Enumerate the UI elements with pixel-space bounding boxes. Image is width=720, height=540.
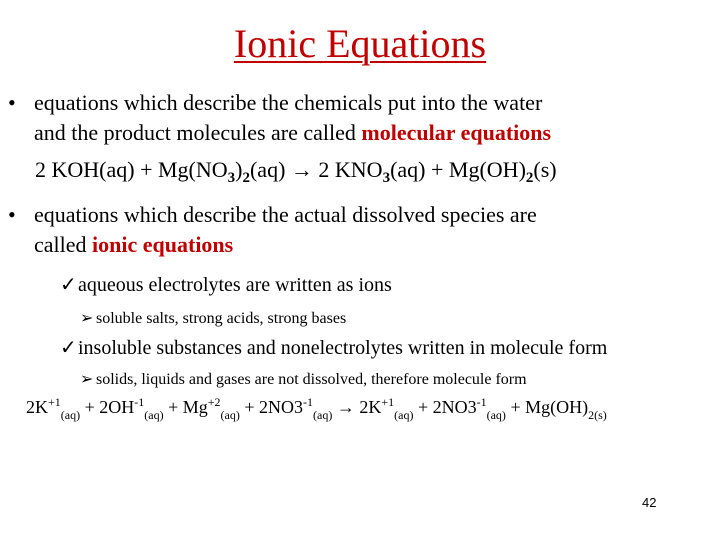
bullet-marker: • [8,90,16,115]
bullet-2-text [34,200,714,260]
eq2-text: 2K [354,397,382,417]
eq2-state: (aq) [486,408,506,422]
eq1-text: (s) [533,157,557,182]
eq1-text: (aq) + Mg(OH) [390,157,526,182]
eq2-text: + Mg(OH) [505,397,589,417]
bullet-1-line-2 [34,118,714,148]
ionic-equation [26,395,607,422]
eq2-charge: -1 [134,395,145,409]
eq2-state: (aq) [394,408,414,422]
reaction-arrow-icon: → [336,397,355,417]
eq2-text: + 2OH [80,397,135,417]
bullet-2-line-2 [34,230,714,260]
reaction-arrow-icon: → [290,157,313,182]
eq2-text: 3 [294,397,304,417]
bullet-2-line-1: equations which describe the actual dissolved species are [34,202,537,227]
eq2-charge: +1 [381,395,395,409]
bullet-2-prefix: called [34,232,93,257]
eq2-charge: +1 [48,395,61,409]
eq1-subscript: 3 [227,170,236,186]
eq2-charge: +2 [207,395,221,409]
page-number: 42 [642,495,657,510]
eq1-text: ) [235,157,243,182]
bullet-1-text [34,88,714,148]
sub-item-1 [80,308,346,328]
checkmark-icon: ✓ [60,272,77,296]
eq2-state: 2(s) [588,408,607,422]
eq1-subscript: 2 [525,170,534,186]
sub-item-2-text: solids, liquids and gases are not dissolved, therefore molecule form [96,371,527,388]
slide-title: Ionic Equations [233,21,487,66]
eq1-subscript: 3 [382,170,391,186]
eq2-state: (aq) [144,408,164,422]
molecular-equation [35,157,557,186]
checkmark-icon: ✓ [60,335,77,359]
eq2-text: + 2NO [239,397,295,417]
eq2-text: 3 [467,397,477,417]
eq2-charge: -1 [303,395,314,409]
arrow-bullet-icon: ➢ [80,369,94,388]
eq2-text: + Mg [163,397,208,417]
eq2-text: 2K [26,397,48,417]
eq2-text: + 2NO [413,397,468,417]
sub-item-2 [80,369,527,389]
eq2-state: (aq) [313,408,333,422]
eq1-subscript: 2 [242,170,250,186]
eq1-text: (aq) [249,157,286,182]
check-item-2-text: insoluble substances and nonelectrolytes written in molecule form [78,337,608,359]
sub-item-1-text: soluble salts, strong acids, strong bases [96,310,347,327]
eq2-state: (aq) [220,408,240,422]
bullet-1-prefix: and the product molecules are called [34,120,362,145]
molecular-equations-term: molecular equations [361,120,552,145]
eq1-text: 2 KNO [312,157,383,182]
arrow-bullet-icon: ➢ [80,308,94,327]
eq2-state: (aq) [60,408,81,422]
eq2-charge: -1 [476,395,487,409]
check-item-1-text: aqueous electrolytes are written as ions [78,274,392,296]
bullet-marker: • [8,202,16,227]
check-item-1 [60,272,392,297]
check-item-2 [60,335,607,360]
bullet-1-line-1: equations which describe the chemicals put into the water [34,90,543,115]
ionic-equations-term: ionic equations [92,232,234,257]
eq1-text: 2 KOH(aq) + Mg(NO [35,157,228,182]
